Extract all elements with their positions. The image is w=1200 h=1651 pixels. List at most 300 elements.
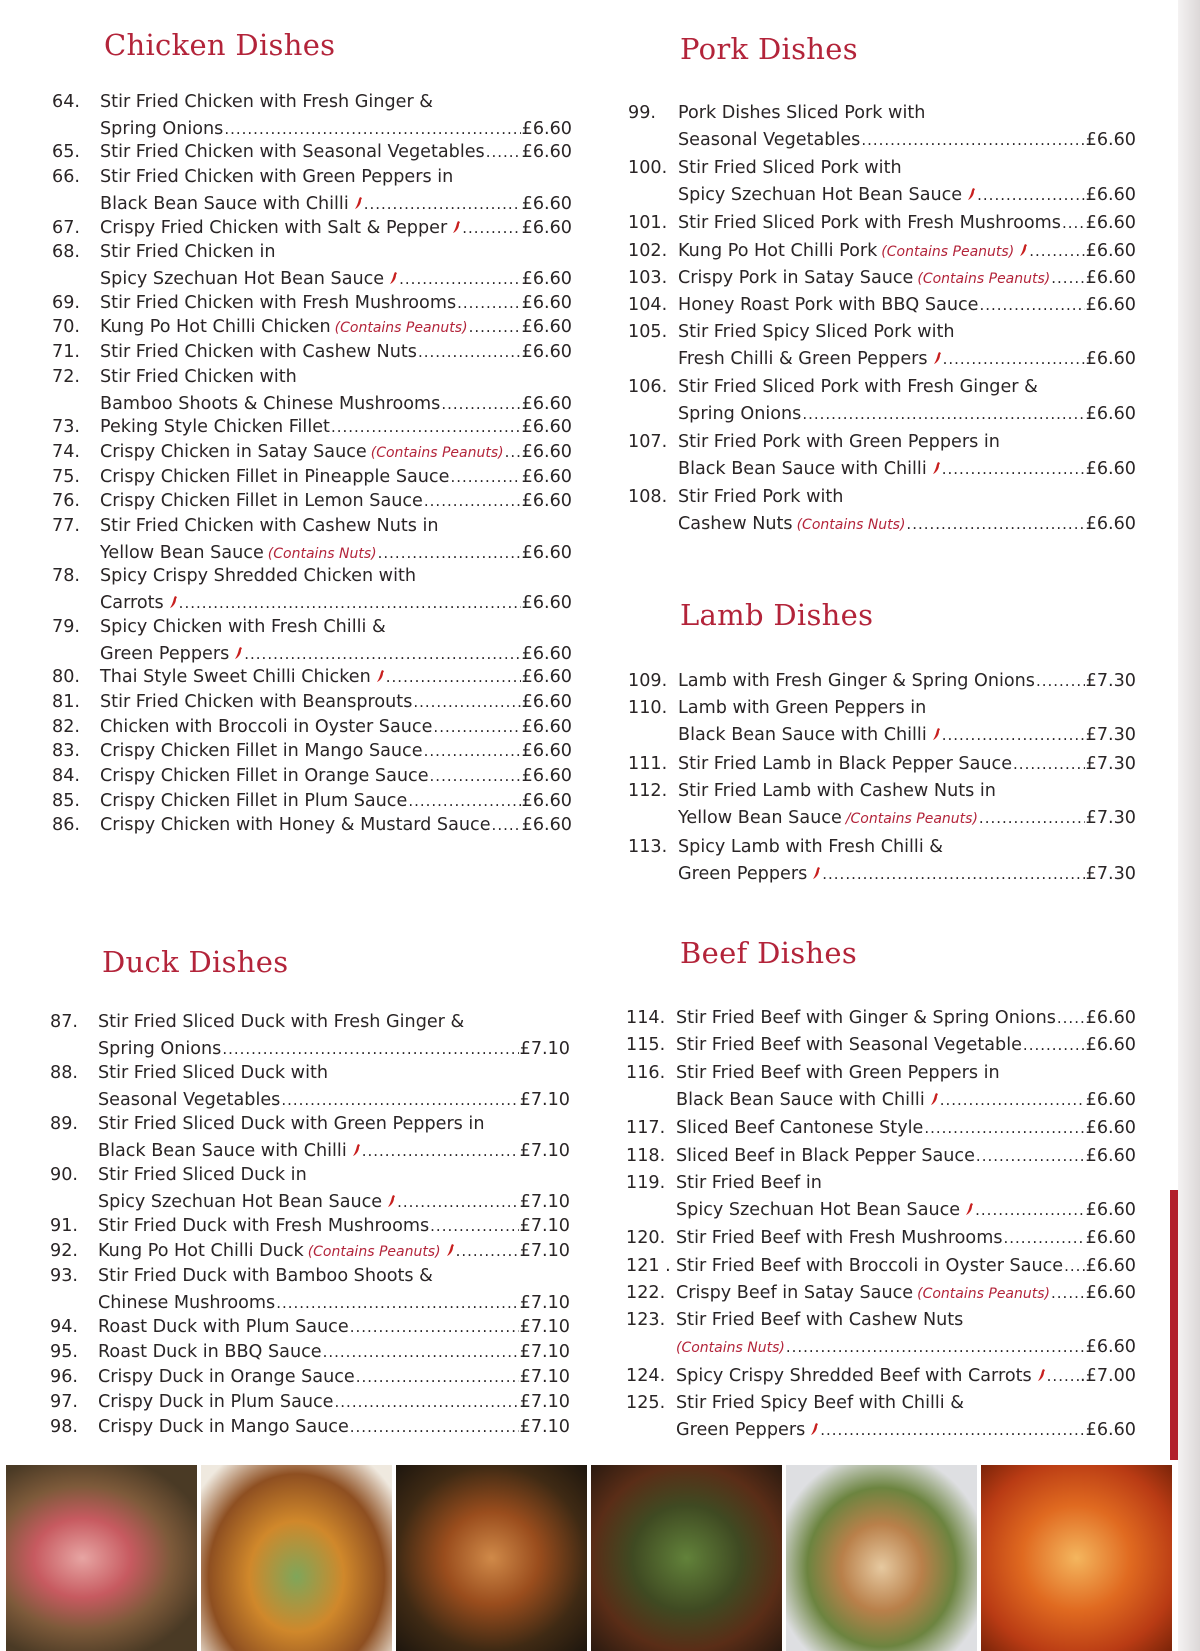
item-name: Kung Po Hot Chilli Pork <box>678 240 878 261</box>
item-price: £7.10 <box>519 1317 570 1337</box>
item-price: £6.60 <box>1085 240 1136 261</box>
item-price: £6.60 <box>1085 1145 1136 1166</box>
leader-dots <box>861 127 1084 154</box>
page-edge <box>1178 0 1200 1651</box>
item-name: Crispy Duck in Mango Sauce <box>98 1417 349 1437</box>
beef-heading: Beef Dishes <box>680 936 858 970</box>
item-name: Stir Fried Sliced Duck with <box>98 1063 329 1083</box>
leader-dots <box>424 738 521 765</box>
item-price: £7.30 <box>1085 671 1136 691</box>
item-number: 73. <box>52 417 80 438</box>
item-number: 104. <box>628 294 668 315</box>
sweet-sour-photo <box>786 1465 977 1651</box>
leader-dots <box>975 1197 1084 1224</box>
item-price: £6.60 <box>1085 294 1136 315</box>
item-name: Stir Fried Chicken with <box>100 366 297 387</box>
item-name: Black Bean Sauce with Chilli <box>678 459 927 480</box>
item-name: Crispy Duck in Orange Sauce <box>98 1367 355 1387</box>
leader-dots <box>450 464 520 491</box>
item-price: £7.10 <box>519 1192 570 1212</box>
item-price: .£7.00 <box>1080 1365 1136 1386</box>
item-price: £7.10 <box>519 1039 570 1059</box>
item-price: £6.60 <box>521 194 572 215</box>
item-price: £6.60 <box>521 292 572 313</box>
leader-dots <box>1051 1280 1085 1307</box>
chilli-icon <box>169 595 178 609</box>
leader-dots <box>786 1334 1085 1361</box>
item-price: £6.60 <box>521 466 572 487</box>
item-name: Stir Fried Duck with Fresh Mushrooms <box>98 1216 430 1236</box>
leader-dots <box>276 1290 518 1317</box>
item-price: £6.60 <box>1085 185 1136 206</box>
item-name: Spicy Szechuan Hot Bean Sauce <box>678 185 963 206</box>
item-name: Crispy Chicken Fillet in Plum Sauce <box>100 790 408 811</box>
item-name: Stir Fried Beef with Cashew Nuts <box>676 1310 964 1331</box>
item-name: Stir Fried Chicken with Fresh Mushrooms <box>100 292 457 313</box>
item-name: Honey Roast Pork with BBQ Sauce <box>678 294 979 315</box>
item-price: £6.60 <box>1085 213 1136 234</box>
item-number: 111. <box>628 753 668 774</box>
item-name: Spicy Szechuan Hot Bean Sauce <box>676 1199 961 1220</box>
item-name: Crispy Chicken Fillet in Orange Sauce <box>100 765 429 786</box>
item-price: £6.60 <box>521 317 572 338</box>
chilli-icon <box>930 1092 939 1106</box>
leader-dots <box>1047 1363 1079 1390</box>
item-price: £7.10 <box>519 1367 570 1387</box>
leader-dots <box>457 290 521 317</box>
item-price: £6.60 <box>521 667 572 688</box>
beef-green-beans-photo <box>591 1465 782 1651</box>
item-name: Stir Fried Beef with Fresh Mushrooms <box>676 1228 1003 1249</box>
chilli-icon <box>352 1143 361 1157</box>
item-number: 102. <box>628 240 668 261</box>
leader-dots <box>1057 1005 1085 1032</box>
leader-dots <box>335 1389 519 1416</box>
item-number: 95. <box>50 1342 78 1362</box>
item-number: 70. <box>52 317 80 338</box>
allergen-note: (Contains Nuts) <box>796 517 906 534</box>
leader-dots <box>350 1314 519 1341</box>
item-number: 66. <box>52 167 80 188</box>
leader-dots <box>802 401 1084 428</box>
leader-dots <box>1013 751 1085 778</box>
item-number: 105. <box>628 321 668 342</box>
chilli-icon <box>387 1194 396 1208</box>
item-number: 118. <box>626 1145 666 1166</box>
item-name: Crispy Duck in Plum Sauce <box>98 1392 334 1412</box>
item-name: Stir Fried Sliced Pork with Fresh Mushrooms <box>678 213 1061 234</box>
leader-dots <box>1036 668 1085 695</box>
leader-dots <box>413 689 520 716</box>
item-name: Green Peppers <box>100 643 230 664</box>
allergen-note: (Contains Nuts) <box>267 545 377 562</box>
item-name: Stir Fried Lamb in Black Pepper Sauce <box>678 753 1013 774</box>
item-price: £6.60 <box>1085 1255 1136 1276</box>
leader-dots <box>331 414 521 441</box>
leader-dots <box>281 1087 518 1114</box>
item-price: £6.60 <box>1085 1035 1136 1056</box>
item-price: £7.30 <box>1085 863 1136 884</box>
item-name: Stir Fried Spicy Sliced Pork with <box>678 321 955 342</box>
leader-dots <box>386 664 521 691</box>
leader-dots <box>1029 238 1084 265</box>
item-number: 100. <box>628 158 668 179</box>
item-price: £6.60 <box>1085 404 1136 424</box>
item-number: 80. <box>52 667 80 688</box>
item-name: Black Bean Sauce with Chilli <box>98 1141 347 1161</box>
item-number: 124. <box>626 1365 666 1386</box>
item-number: 91. <box>50 1216 78 1236</box>
item-number: 107. <box>628 432 668 453</box>
leader-dots <box>469 314 521 341</box>
item-number: 69. <box>52 292 80 313</box>
item-name: Crispy Chicken Fillet in Lemon Sauce <box>100 491 423 512</box>
leader-dots <box>942 456 1085 483</box>
item-price: £6.60 <box>1085 1089 1136 1110</box>
allergen-note: (Contains Peanuts) <box>917 270 1051 287</box>
item-price: £6.60 <box>521 491 572 512</box>
pork-heading: Pork Dishes <box>680 32 858 66</box>
allergen-note: (Contains Peanuts) <box>307 1244 441 1260</box>
item-number: 82. <box>52 716 80 737</box>
item-number: 101. <box>628 213 668 234</box>
item-number: 88. <box>50 1063 78 1083</box>
item-number: 114. <box>626 1008 666 1028</box>
leader-dots <box>1051 265 1084 292</box>
item-name: Pork Dishes Sliced Pork with <box>678 103 926 123</box>
item-price: £6.60 <box>521 269 572 290</box>
item-name: Spicy Szechuan Hot Bean Sauce <box>100 269 385 290</box>
item-number: 74. <box>52 441 80 462</box>
leader-dots <box>462 215 520 242</box>
item-price: £7.10 <box>519 1241 570 1261</box>
item-price: £6.60 <box>521 217 572 238</box>
leader-dots <box>822 861 1084 888</box>
item-name: Stir Fried Sliced Pork with <box>678 158 902 179</box>
item-number: 89. <box>50 1114 78 1134</box>
leader-dots <box>1023 1032 1085 1059</box>
item-name: Spicy Crispy Shredded Beef with Carrots <box>676 1365 1032 1386</box>
item-name: Stir Fried Duck with Bamboo Shoots & <box>98 1266 433 1286</box>
chilli-icon <box>1037 1368 1046 1382</box>
leader-dots <box>430 1213 518 1240</box>
leader-dots <box>820 1417 1084 1444</box>
item-name: Stir Fried Beef with Green Peppers in <box>676 1062 1000 1083</box>
item-price: £6.60 <box>1085 1337 1136 1358</box>
item-price: £7.10 <box>519 1392 570 1412</box>
roast-pork-photo <box>6 1465 197 1651</box>
item-name: Stir Fried Chicken with Cashew Nuts in <box>100 515 439 536</box>
item-price: £7.10 <box>519 1293 570 1313</box>
leader-dots <box>1064 1253 1085 1280</box>
item-price: £7.10 <box>519 1342 570 1362</box>
item-price: £6.60 <box>521 815 572 836</box>
item-number: 99. <box>628 103 656 123</box>
item-price: £6.60 <box>1085 1228 1136 1249</box>
item-number: 98. <box>50 1417 78 1437</box>
item-name: Seasonal Vegetables <box>678 130 861 150</box>
item-name: Sliced Beef Cantonese Style <box>676 1118 924 1139</box>
leader-dots <box>943 346 1085 373</box>
leader-dots <box>486 139 521 166</box>
item-name: Chicken with Broccoli in Oyster Sauce <box>100 716 433 737</box>
item-price: £6.60 <box>521 691 572 712</box>
item-price: £6.60 <box>1085 1008 1136 1028</box>
chilli-icon <box>965 1202 974 1216</box>
leader-dots <box>408 788 520 815</box>
item-price: £6.60 <box>521 790 572 811</box>
item-name: Stir Fried Beef with Ginger & Spring Onions <box>676 1008 1056 1028</box>
item-number: 115. <box>626 1035 666 1056</box>
item-name: Yellow Bean Sauce <box>100 542 264 563</box>
item-number: 117. <box>626 1118 666 1139</box>
item-name: Chinese Mushrooms <box>98 1293 276 1313</box>
item-price: £6.60 <box>521 393 572 414</box>
lamb-heading: Lamb Dishes <box>680 598 874 632</box>
item-name: Roast Duck in BBQ Sauce <box>98 1342 322 1362</box>
item-name: Stir Fried Sliced Duck with Green Peppers in <box>98 1114 485 1134</box>
item-price: £6.60 <box>521 119 572 139</box>
item-number: 94. <box>50 1317 78 1337</box>
item-price: £6.60 <box>521 741 572 762</box>
item-name: Spring Onions <box>678 404 802 424</box>
item-number: 81. <box>52 691 80 712</box>
item-number: 75. <box>52 466 80 487</box>
leader-dots <box>433 714 520 741</box>
item-name: Cashew Nuts <box>678 514 793 535</box>
item-name: Crispy Chicken Fillet in Pineapple Sauce <box>100 466 450 487</box>
leader-dots <box>924 1115 1084 1142</box>
leader-dots <box>979 292 1084 319</box>
sweet-chilli-chicken-photo <box>981 1465 1172 1651</box>
allergen-note: (Contains Peanuts) <box>881 243 1015 260</box>
item-name: Stir Fried Beef with Broccoli in Oyster Sauce <box>676 1255 1064 1276</box>
item-price: £6.60 <box>521 593 572 614</box>
food-photo-strip <box>6 1465 1172 1651</box>
item-number: 90. <box>50 1165 78 1185</box>
item-number: 123. <box>626 1310 666 1331</box>
allergen-note: (Contains Peanuts) <box>917 1286 1051 1302</box>
item-number: 84. <box>52 765 80 786</box>
item-number: 122. <box>626 1283 666 1303</box>
item-number: 76. <box>52 491 80 512</box>
item-price: £6.60 <box>521 643 572 664</box>
chilli-icon <box>812 866 821 880</box>
leader-dots <box>1062 210 1085 237</box>
item-number: 120. <box>626 1228 666 1249</box>
item-name: Stir Fried Chicken with Fresh Ginger & <box>100 92 433 112</box>
item-name: Crispy Chicken in Satay Sauce <box>100 441 367 462</box>
chilli-icon <box>933 351 942 365</box>
item-price: £6.60 <box>521 142 572 163</box>
item-name: Stir Fried Chicken with Green Peppers in <box>100 167 454 188</box>
item-name: Seasonal Vegetables <box>98 1090 281 1110</box>
item-name: Green Peppers <box>678 863 808 884</box>
item-number: 121 . <box>626 1255 671 1276</box>
allergen-note: (Contains Peanuts) <box>334 320 468 337</box>
chilli-icon <box>446 1243 455 1257</box>
leader-dots <box>362 1138 519 1165</box>
item-number: 106. <box>628 377 668 397</box>
item-name: Stir Fried Pork with <box>678 487 844 508</box>
item-price: £6.60 <box>1085 1199 1136 1220</box>
chilli-icon <box>376 669 385 683</box>
item-name: Kung Po Hot Chilli Duck <box>98 1241 304 1261</box>
item-name: Stir Fried Sliced Duck with Fresh Ginger & <box>98 1012 465 1032</box>
item-name: Kung Po Hot Chilli Chicken <box>100 317 331 338</box>
item-price: £7.10 <box>519 1090 570 1110</box>
item-name: Crispy Beef in Satay Sauce <box>676 1283 914 1303</box>
item-name: Stir Fried Chicken with Beansprouts <box>100 691 413 712</box>
item-name: Stir Fried Chicken with Cashew Nuts <box>100 342 417 362</box>
chilli-icon <box>389 271 398 285</box>
item-name: Spicy Chicken with Fresh Chilli & <box>100 616 386 637</box>
item-number: 92. <box>50 1241 78 1261</box>
item-price: £7.30 <box>1085 753 1136 774</box>
leader-dots <box>979 805 1085 832</box>
chilli-icon <box>1019 243 1028 257</box>
item-name: Carrots <box>100 593 164 614</box>
leader-dots <box>430 763 521 790</box>
item-price: £6.60 <box>1085 514 1136 535</box>
leader-dots <box>1004 1225 1085 1252</box>
item-number: 116. <box>626 1062 666 1083</box>
prawn-stir-fry-photo <box>396 1465 587 1651</box>
item-name: Spicy Szechuan Hot Bean Sauce <box>98 1192 383 1212</box>
item-number: 78. <box>52 566 80 587</box>
item-name: Spring Onions <box>100 119 224 139</box>
item-number: 77. <box>52 515 80 536</box>
duck-heading: Duck Dishes <box>102 945 289 979</box>
item-price: £7.30 <box>1085 808 1136 829</box>
item-price: £6.60 <box>1085 1118 1136 1139</box>
curry-photo <box>201 1465 392 1651</box>
item-name: Crispy Fried Chicken with Salt & Pepper <box>100 217 448 238</box>
item-name: Stir Fried Beef in <box>676 1172 822 1193</box>
item-number: 65. <box>52 142 80 163</box>
item-name: Sliced Beef in Black Pepper Sauce <box>676 1145 975 1166</box>
item-number: 86. <box>52 815 80 836</box>
item-number: 67. <box>52 217 80 238</box>
item-name: Stir Fried Lamb with Cashew Nuts in <box>678 781 996 802</box>
leader-dots <box>456 1238 519 1265</box>
leader-dots <box>505 439 521 466</box>
item-price: £6.60 <box>521 417 572 438</box>
item-price: £7.10 <box>519 1417 570 1437</box>
item-number: 103. <box>628 267 668 288</box>
leader-dots <box>942 722 1085 749</box>
item-number: 112. <box>628 781 668 802</box>
item-name: Stir Fried Sliced Pork with Fresh Ginger & <box>678 377 1038 397</box>
chicken-heading: Chicken Dishes <box>104 28 336 62</box>
item-price: £6.60 <box>1085 459 1136 480</box>
chilli-icon <box>810 1422 819 1436</box>
item-name: Crispy Chicken Fillet in Mango Sauce <box>100 741 423 762</box>
leader-dots <box>424 488 521 515</box>
item-name: Roast Duck with Plum Sauce <box>98 1317 349 1337</box>
leader-dots <box>323 1339 519 1366</box>
item-price: £7.30 <box>1085 725 1136 746</box>
item-number: 64. <box>52 92 80 112</box>
item-name: Stir Fried Spicy Beef with Chilli & <box>676 1393 964 1414</box>
item-price: £6.60 <box>521 441 572 462</box>
item-number: 72. <box>52 366 80 387</box>
item-number: 113. <box>628 836 668 857</box>
leader-dots <box>940 1087 1085 1114</box>
item-number: 87. <box>50 1012 78 1032</box>
item-name: Lamb with Green Peppers in <box>678 698 927 719</box>
leader-dots <box>976 1143 1085 1170</box>
chilli-icon <box>452 220 461 234</box>
chilli-icon <box>234 646 243 660</box>
item-price: £7.10 <box>519 1216 570 1236</box>
item-price: £6.60 <box>1085 1420 1136 1441</box>
leader-dots <box>492 812 521 839</box>
item-price: £7.10 <box>519 1141 570 1161</box>
leader-dots <box>906 511 1084 538</box>
item-name: Peking Style Chicken Fillet <box>100 417 330 438</box>
item-name: Black Bean Sauce with Chilli <box>100 194 349 215</box>
item-name: Stir Fried Beef with Seasonal Vegetable <box>676 1035 1022 1056</box>
leader-dots <box>418 339 521 366</box>
item-price: £6.60 <box>1085 130 1136 150</box>
allergen-note: (Contains Peanuts) <box>370 444 504 461</box>
chilli-icon <box>932 461 941 475</box>
item-number: 71. <box>52 342 80 362</box>
item-price: £6.60 <box>521 765 572 786</box>
item-price: £6.60 <box>1085 1283 1136 1303</box>
leader-dots <box>977 182 1084 209</box>
item-number: 79. <box>52 616 80 637</box>
item-number: 109. <box>628 671 668 691</box>
chilli-icon <box>932 727 941 741</box>
item-number: 68. <box>52 242 80 263</box>
item-name: Fresh Chilli & Green Peppers <box>678 348 928 369</box>
leader-dots <box>222 1036 518 1063</box>
item-number: 83. <box>52 741 80 762</box>
chilli-icon <box>967 187 976 201</box>
item-number: 125. <box>626 1393 666 1414</box>
leader-dots <box>356 1364 519 1391</box>
item-name: Lamb with Fresh Ginger & Spring Onions <box>678 671 1035 691</box>
item-name: Stir Fried Chicken with Seasonal Vegetables <box>100 142 485 163</box>
item-name: Stir Fried Chicken in <box>100 242 276 263</box>
item-name: Bamboo Shoots & Chinese Mushrooms <box>100 393 441 414</box>
item-price: £6.60 <box>521 342 572 362</box>
leader-dots <box>397 1189 518 1216</box>
item-name: Spicy Crispy Shredded Chicken with <box>100 566 417 587</box>
item-price: £6.60 <box>1085 348 1136 369</box>
item-price: £6.60 <box>521 716 572 737</box>
item-name: Stir Fried Sliced Duck in <box>98 1165 307 1185</box>
item-name: Yellow Bean Sauce <box>678 808 842 829</box>
item-price: £6.60 <box>1085 267 1136 288</box>
item-name: Black Bean Sauce with Chilli <box>678 725 927 746</box>
item-number: 110. <box>628 698 668 719</box>
item-name: Spring Onions <box>98 1039 222 1059</box>
item-number: 108. <box>628 487 668 508</box>
item-number: 96. <box>50 1367 78 1387</box>
allergen-note: /Contains Peanuts) <box>845 811 978 828</box>
leader-dots <box>350 1414 519 1441</box>
item-name: Crispy Pork in Satay Sauce <box>678 267 914 288</box>
item-number: 85. <box>52 790 80 811</box>
item-number: 93. <box>50 1266 78 1286</box>
item-number: 97. <box>50 1392 78 1412</box>
item-name: Green Peppers <box>676 1420 806 1441</box>
item-name: Thai Style Sweet Chilli Chicken <box>100 667 371 688</box>
red-strip <box>1170 1190 1178 1460</box>
